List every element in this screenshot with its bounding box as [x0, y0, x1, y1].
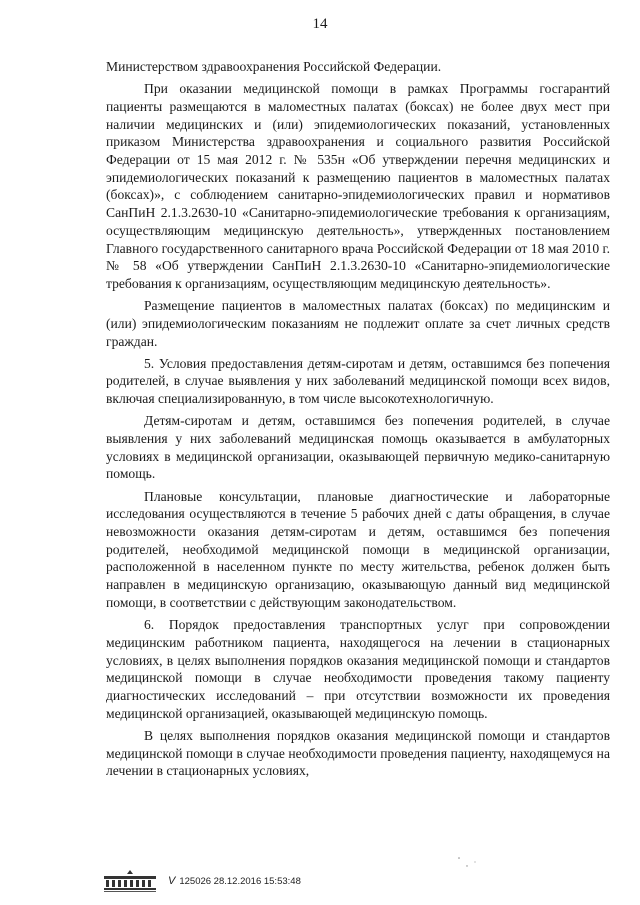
document-body: [106, 58, 610, 784]
seal-icon: [102, 868, 158, 894]
paragraph-4: 5. Условия предоставления детям-сиротам и детям, оставшимся без попечения родителей, в случае выявления у них заболеваний медицинской помощи всех видов, включая специализированную, в том числе высокотехнологичную.: [106, 355, 610, 407]
paragraph-5: Детям-сиротам и детям, оставшимся без попечения родителей, в случае выявления у них заболеваний медицинская помощь оказывается в амбулаторных условиях в медицинской организации, оказывающей первичную медико-санитарную помощь.: [106, 413, 610, 482]
footer: [102, 868, 301, 894]
page-number: 14: [312, 16, 328, 32]
paragraph-6: Плановые консультации, плановые диагностические и лабораторные исследования осуществляются в течение 5 рабочих дней с даты обращения, в случае невозможности оказания детям-сиротам и детям, оставшимся без попечения родителей, необходимой медицинской помощи в медицинской организации, расположенной в населенном пункте по месту жительства, ребенок должен быть направлен в медицинскую организацию, оказывающую данный вид медицинской помощи, в соответствии с действующим законодательством.: [106, 488, 610, 610]
paragraph-2: При оказании медицинской помощи в рамках Программы госгарантий пациенты размещаются в маломестных палатах (боксах) не более двух мест при наличии медицинских и (или) эпидемиологических показаний, установленных приказом Министерства здравоохранения и социального развития Российской Федерации от 15 мая 2012 г. № 535н «Об утверждении перечня медицинских и эпидемиологических показаний к размещению пациентов в маломестных палатах (боксах)», с соблюдением санитарно-эпидемиологических правил и нормативов СанПиН 2.1.3.2630-10 «Санитарно-эпидемиологические требования к организациям, осуществляющим медицинскую деятельность», утвержденных постановлением Главного государственного санитарного врача Российской Федерации от 18 мая 2010 г. № 58 «Об утверждении СанПиН 2.1.3.2630-10 «Санитарно-эпидемиологические требования к организациям, осуществляющим медицинскую деятельность».: [106, 81, 610, 291]
paragraph-3: Размещение пациентов в маломестных палатах (боксах) по медицинским и (или) эпидемиологическим показаниям не подлежит оплате за счет личных средств граждан.: [106, 298, 610, 349]
paragraph-7: 6. Порядок предоставления транспортных услуг при сопровождении медицинским работником пациента, находящегося на лечении в стационарных условиях, в целях выполнения порядков оказания медицинской помощи и стандартов медицинской помощи в случае необходимости проведения такому пациенту диагностических исследований – при отсутствии возможности их проведения медицинской организацией, оказывающей медицинскую помощь.: [106, 617, 610, 721]
footer-symbol: V: [168, 875, 176, 887]
scan-marks-icon: [455, 852, 485, 872]
footer-code: [168, 875, 301, 887]
paragraph-1: Министерством здравоохранения Российской Федерации.: [106, 59, 442, 74]
footer-registration: 125026 28.12.2016 15:53:48: [179, 875, 301, 887]
paragraph-8: В целях выполнения порядков оказания медицинской помощи и стандартов медицинской помощи в случае необходимости проведения пациенту, находящемуся на лечении в стационарных условиях,: [106, 727, 610, 779]
scan-marks: [455, 852, 485, 877]
